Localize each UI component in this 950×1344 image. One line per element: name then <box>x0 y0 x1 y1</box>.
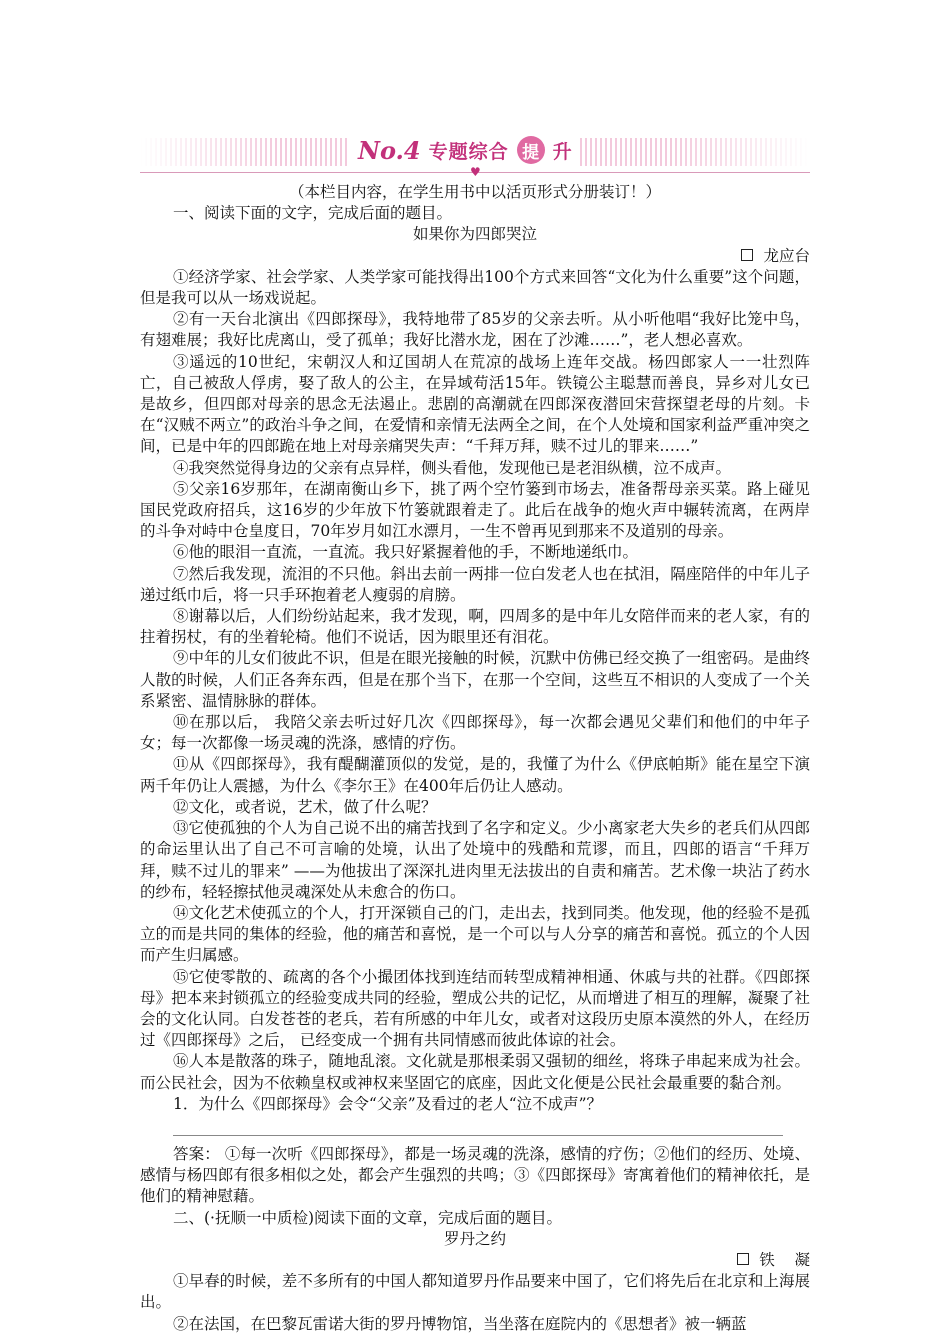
article2-author: 铁 凝 <box>759 1250 810 1269</box>
paragraph: ⑫文化，或者说，艺术，做了什么呢？ <box>173 797 437 816</box>
paragraph: ⑬它使孤独的个人为自己说不出的痛苦找到了名字和定义。少小离家老大失乡的老兵们从四郎的命运里认出了自己不可言喻的处境，认出了处境中的残酷和荒谬，而且，四郎的语言“千拜万拜，赎不过儿的罪来” ——为他拔出了深深扎进肉里无法拔出的自责和痛苦。艺术像一块沾了药水的纱布，轻轻擦拭他灵魂深处从未愈合的伤口。 <box>140 819 810 901</box>
article1-author-line <box>140 246 810 267</box>
paragraph: ⑨中年的儿女们彼此不识，但是在眼光接触的时候，沉默中仿佛已经交换了一组密码。是曲终人散的时候，人们正各奔东西，但是在那个当下，在那一个空间，这些互不相识的人变成了一个关系紧密、温情脉脉的群体。 <box>140 649 810 710</box>
paragraph: ⑯人本是散落的珠子，随地乱滚。文化就是那根柔弱又强韧的细丝，将珠子串起来成为社会。而公民社会，因为不依赖皇权或神权来坚固它的底座，因此文化便是公民社会最重要的黏合剂。 <box>140 1052 810 1092</box>
paragraph: ⑦然后我发现，流泪的不只他。斜出去前一两排一位白发老人也在拭泪，隔座陪伴的中年儿子递过纸巾后，将一只手环抱着老人瘦弱的肩膀。 <box>140 564 810 604</box>
section1-heading: 一、阅读下面的文字，完成后面的题目。 <box>173 204 453 223</box>
article1-title: 如果你为四郎哭泣 <box>412 225 537 244</box>
section-banner <box>140 128 810 178</box>
paragraph: ⑮它使零散的、疏离的各个小撮团体找到连结而转型成精神相通、休戚与共的社群。《四郎探母》把本来封锁孤立的经验变成共同的经验，塑成公共的记忆，从而增进了相互的理解，凝聚了社 会的文化认同。白发苍苍的老兵，若有所感的中年儿女，或者对这段历史原本漠然的外人，在经历过《四郎探母》之后， 已经变成一个拥有共同情感而彼此体谅的社会。 <box>140 967 810 1050</box>
paragraph: ③遥远的10世纪，宋朝汉人和辽国胡人在荒凉的战场上连年交战。杨四郎家人一一壮烈阵亡，自己被敌人俘虏，娶了敌人的公主，在异域苟活15年。铁镜公主聪慧而善良，异乡对儿女已是故乡，但四郎对母亲的思念无法遏止。悲剧的高潮就在四郎深夜潜回宋营探望老母的片刻。卡在“汉贼不两立”的政治斗争之间，在爱情和亲情无法两全之间，在个人处境和国家利益严重冲突之间，已是中年的四郎跪在地上对母亲痛哭失声：“千拜万拜，赎不过儿的罪来……” <box>140 352 810 456</box>
paragraph: ⑤父亲16岁那年，在湖南衡山乡下，挑了两个空竹篓到市场去，准备帮母亲买菜。路上碰见国民党政府招兵，这16岁的少年放下竹篓就跟着走了。此后在战争的炮火声中辗转流离，在两岸的斗争对峙中仓皇度日，70年岁月如江水漂月，一生不曾再见到那来不及道别的母亲。 <box>140 479 810 541</box>
article1-author: 龙应台 <box>763 246 810 265</box>
paragraph: ①经济学家、社会学家、人类学家可能找得出100个方式来回答“文化为什么重要”这个问题，但是我可以从一场戏说起。 <box>140 267 810 308</box>
paragraph: ⑩在那以后， 我陪父亲去听过好几次《四郎探母》，每一次都会遇见父辈们和他们的中年子女；每一次都像一场灵魂的洗涤，感情的疗伤。 <box>140 713 810 753</box>
article2-author-line <box>140 1250 810 1271</box>
banner-title <box>350 132 580 168</box>
binding-note: （本栏目内容，在学生用书中以活页形式分册装订！） <box>288 183 661 201</box>
section2-heading: 二、(·抚顺一中质检)阅读下面的文章，完成后面的题目。 <box>173 1208 563 1227</box>
paragraph: ④我突然觉得身边的父亲有点异样，侧头看他，发现他已是老泪纵横，泣不成声。 <box>173 458 732 477</box>
paragraph: ②有一天台北演出《四郎探母》，我特地带了85岁的父亲去听。从小听他唱“我好比笼中鸟，有翅难展；我好比虎离山，受了孤单；我好比潜水龙，困在了沙滩……”，老人想必喜欢。 <box>140 310 810 350</box>
checkbox-icon <box>737 1253 749 1265</box>
checkbox-icon <box>741 249 753 261</box>
banner-text-end: 升 <box>552 140 572 163</box>
paragraph: ⑧谢幕以后，人们纷纷站起来，我才发现，啊，四周多的是中年儿女陪伴而来的老人家，有的拄着拐杖，有的坐着轮椅。他们不说话，因为眼里还有泪花。 <box>140 607 810 647</box>
paragraph: ①早春的时候，差不多所有的中国人都知道罗丹作品要来中国了，它们将先后在北京和上海展出。 <box>140 1272 810 1312</box>
paragraph: ⑥他的眼泪一直流，一直流。我只好紧握着他的手，不断地递纸巾。 <box>173 543 639 562</box>
paragraph: ⑭文化艺术使孤立的个人，打开深锁自己的门，走出去，找到同类。他发现，他的经验不是孤立的而是共同的集体的经验，他的痛苦和喜悦，是一个可以与人分享的痛苦和喜悦。孤立的个人因而产生归属感。 <box>140 903 810 965</box>
answer-blank-line <box>173 1121 783 1136</box>
banner-number: No.4 <box>358 135 421 165</box>
heart-icon: ♥ <box>470 165 481 179</box>
question-1: 1．为什么《四郎探母》会令“父亲”及看过的老人“泣不成声”？ <box>173 1094 603 1113</box>
banner-circle-badge: 提 <box>517 136 545 164</box>
paragraph: ⑪从《四郎探母》，我有醍醐灌顶似的发觉，是的，我懂了为什么《伊底帕斯》能在星空下演两千年仍让人震撼，为什么《李尔王》在400年后仍让人感动。 <box>140 755 810 795</box>
banner-text: 专题综合 <box>428 140 509 163</box>
answer-1: 答案： ①每一次听《四郎探母》，都是一场灵魂的洗涤，感情的疗伤；②他们的经历、处境、感情与杨四郎有很多相似之处，都会产生强烈的共鸣；③《四郎探母》寄寓着他们的精神依托，是他们的精神慰藉。 <box>140 1144 810 1206</box>
document-body <box>140 182 810 1335</box>
paragraph: ②在法国，在巴黎瓦雷诺大街的罗丹博物馆，当坐落在庭院内的《思想者》被一辆蓝 <box>173 1314 747 1333</box>
article2-title: 罗丹之约 <box>443 1229 506 1248</box>
